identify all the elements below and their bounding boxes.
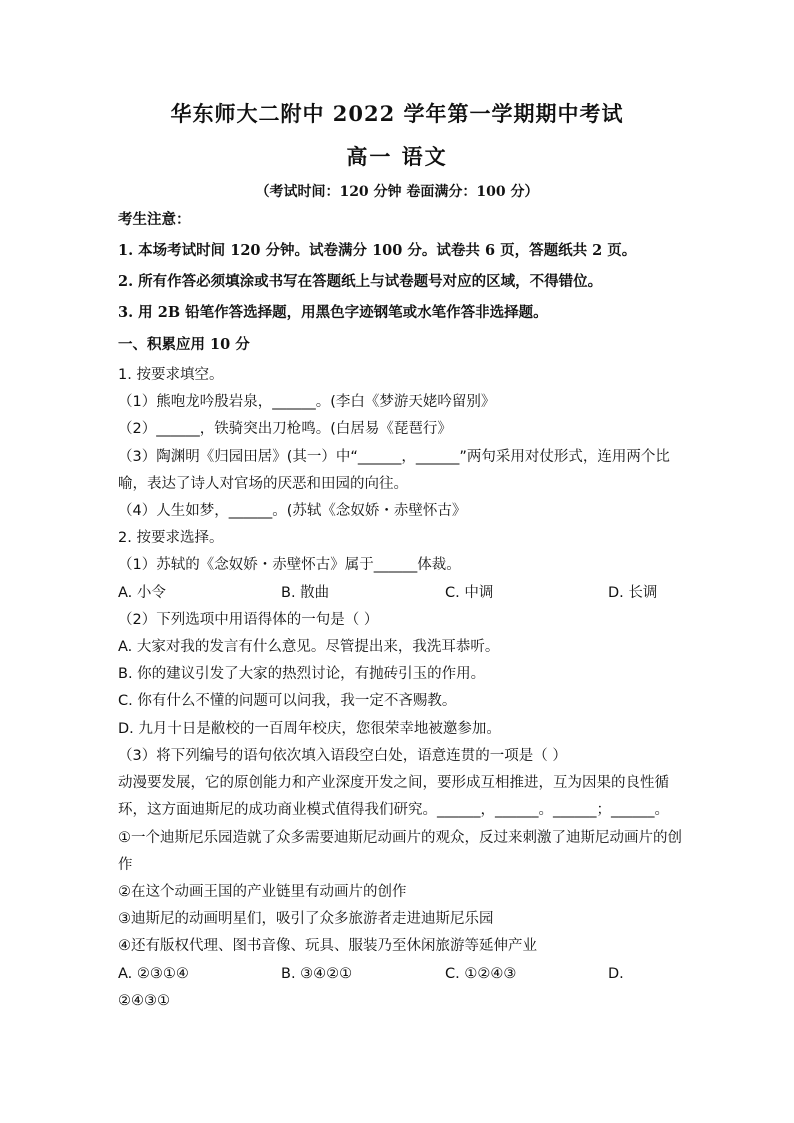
q2-sub2-option-a: A. 大家对我的发言有什么意见。尽管提出来，我洗耳恭听。 [118,639,500,655]
q1-item-1: （1）熊咆龙吟殷岩泉，______。(李白《梦游天姥吟留别》 [118,394,496,410]
q2-sub2-option-d: D. 九月十日是敝校的一百周年校庆，您很荣幸地被邀参加。 [118,721,501,737]
q2-sub3-passage-2: 环，这方面迪斯尼的成功商业模式值得我们研究。______，______。______；______。 [118,802,669,818]
q2-sub3-passage-1: 动漫要发展，它的原创能力和产业深度开发之间，要形成互相推进，互为因果的良性循 [118,775,669,791]
q2-sub3-option-d-label: D. [608,966,624,982]
q2-sub2-option-c: C. 你有什么不懂的问题可以问我，我一定不吝赐教。 [118,693,457,709]
q2-sub3-stem: （3）将下列编号的语句依次填入语段空白处，语意连贯的一项是（ ） [118,748,567,764]
exam-info: （考试时间：120 分钟 卷面满分：100 分） [255,184,539,200]
q2-sub1-option-d: D. 长调 [608,585,658,601]
section1-heading: 一、积累应用 10 分 [118,336,250,353]
notice-item-1: 1. 本场考试时间 120 分钟。试卷满分 100 分。试卷共 6 页，答题纸共 2 页。 [118,242,637,259]
q2-sub3-sentence-1: ①一个迪斯尼乐园造就了众多需要迪斯尼动画片的观众，反过来刺激了迪斯尼动画片的创 [118,830,682,846]
exam-title: 华东师大二附中 2022 学年第一学期期中考试 [170,101,624,126]
q2-stem: 2. 按要求选择。 [118,530,224,546]
notice-heading: 考生注意： [118,211,191,228]
exam-subtitle: 高一 语文 [346,144,448,169]
q2-sub3-option-c: C. ①②④③ [445,966,517,982]
q2-sub1-option-a: A. 小令 [118,585,166,601]
q2-sub1-option-b: B. 散曲 [281,585,330,601]
q2-sub3-sentence-2: ②在这个动画王国的产业链里有动画片的创作 [118,884,407,900]
q1-stem: 1. 按要求填空。 [118,367,224,383]
q2-sub2-stem: （2）下列选项中用语得体的一句是（ ） [118,612,379,628]
q1-item-3-cont: 喻，表达了诗人对官场的厌恶和田园的向往。 [118,476,408,492]
q1-item-4: （4）人生如梦，______。(苏轼《念奴娇・赤壁怀古》 [118,503,467,519]
notice-item-3: 3. 用 2B 铅笔作答选择题，用黑色字迹钢笔或水笔作答非选择题。 [118,304,548,321]
q2-sub3-sentence-4: ④还有版权代理、图书音像、玩具、服装乃至休闲旅游等延伸产业 [118,938,537,954]
q2-sub3-option-d-value: ②④③① [118,993,170,1009]
q1-item-3: （3）陶渊明《归园田居》(其一）中“______，______”两句采用对仗形式，连用两个比 [118,449,670,465]
q2-sub1-stem: （1）苏轼的《念奴娇・赤壁怀古》属于______体裁。 [118,557,461,573]
q2-sub3-option-a: A. ②③①④ [118,966,189,982]
q2-sub3-sentence-3: ③迪斯尼的动画明星们，吸引了众多旅游者走进迪斯尼乐园 [118,911,494,927]
q1-item-2: （2）______，铁骑突出刀枪鸣。(白居易《琵琶行》 [118,421,452,437]
notice-item-2: 2. 所有作答必须填涂或书写在答题纸上与试卷题号对应的区域，不得错位。 [118,273,603,290]
q2-sub3-option-b: B. ③④②① [281,966,353,982]
q2-sub1-option-c: C. 中调 [445,585,494,601]
q2-sub2-option-b: B. 你的建议引发了大家的热烈讨论，有抛砖引玉的作用。 [118,666,486,682]
q2-sub3-sentence-1-cont: 作 [118,857,133,873]
